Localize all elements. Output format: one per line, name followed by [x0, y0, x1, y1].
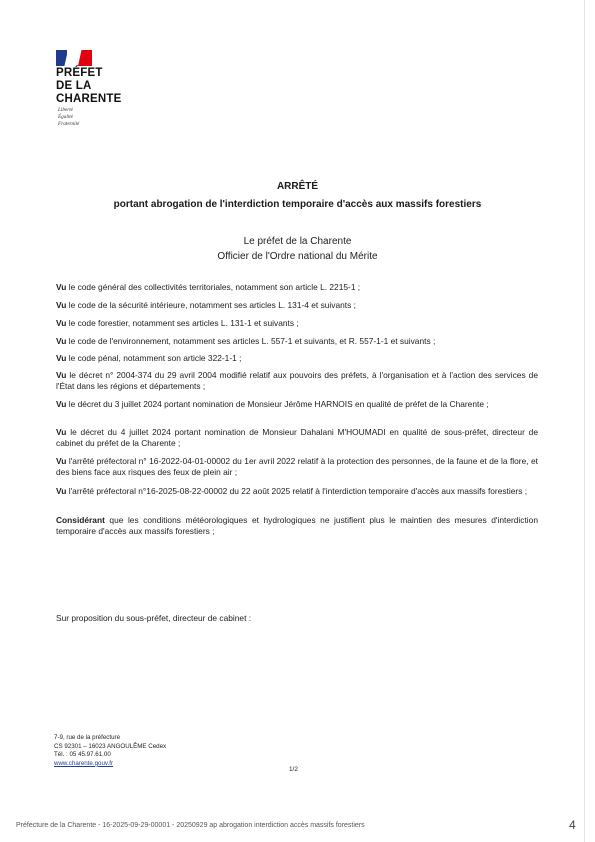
- footer-address: 7-9, rue de la préfecture CS 92301 – 16023 ANGOULÊME Cedex Tél. : 05 45.97.61.00 www.charente.gouv.fr: [54, 734, 167, 767]
- visa-item: Vu l'arrêté préfectoral n° 16-2022-04-01-00002 du 1er avril 2022 relatif à la protection des personnes, de la faune et de la flore, et des biens face aux risques des feux de plein air ;: [56, 456, 538, 477]
- marianne-flag-icon: [56, 50, 92, 66]
- document-type-title: ARRÊTÉ: [276, 181, 319, 192]
- prefecture-name: PRÉFET DE LA CHARENTE: [56, 67, 122, 105]
- scan-crease: [584, 0, 585, 842]
- document-subject-title: portant abrogation de l'interdiction temporaire d'accès aux massifs forestiers: [113, 199, 482, 210]
- page-number: 1/2: [289, 766, 298, 773]
- visa-item: Vu le décret du 3 juillet 2024 portant nomination de Monsieur Jérôme HARNOIS en qualité de préfet de la Charente ;: [56, 399, 489, 409]
- authority-distinction: Officier de l'Ordre national du Mérite: [217, 251, 378, 262]
- visa-item: Vu le décret n° 2004-374 du 29 avril 2004 modifié relatif aux pouvoirs des préfets, à l'organisation et à l'action des services de l'État dans les régions et départements ;: [56, 370, 538, 391]
- visa-item: Vu le code pénal, notamment son article 322-1-1 ;: [56, 353, 242, 363]
- visa-item: Vu le code général des collectivités territoriales, notamment son article L. 2215-1 ;: [56, 282, 361, 292]
- visa-item: Vu le code de la sécurité intérieure, notamment ses articles L. 131-4 et suivants ;: [56, 300, 356, 310]
- sheet-number: 4: [569, 818, 576, 832]
- republic-motto: Liberté Égalité Fraternité: [58, 107, 80, 127]
- considerant-item: Considérant que les conditions météorologiques et hydrologiques ne justifient plus le maintien des mesures d'interdiction temporaire d'accès aux massifs forestiers ;: [56, 515, 538, 536]
- website-link[interactable]: www.charente.gouv.fr: [54, 759, 114, 767]
- proposal-line: Sur proposition du sous-préfet, directeur de cabinet :: [56, 613, 252, 623]
- scan-filename: Préfecture de la Charente - 16-2025-09-29-00001 - 20250929 ap abrogation interdiction accès massifs forestiers: [16, 822, 365, 829]
- visa-item: Vu l'arrêté préfectoral n°16-2025-08-22-00002 du 22 août 2025 relatif à l'interdiction temporaire d'accès aux massifs forestiers ;: [56, 486, 528, 496]
- visa-item: Vu le décret du 4 juillet 2024 portant nomination de Monsieur Dahalani M'HOUMADI en qualité de sous-préfet, directeur de cabinet du préfet de la Charente ;: [56, 427, 538, 448]
- visa-item: Vu le code de l'environnement, notamment ses articles L. 557-1 et suivants, et R. 557-1-1 et suivants ;: [56, 336, 436, 346]
- visa-item: Vu le code forestier, notamment ses articles L. 131-1 et suivants ;: [56, 318, 299, 328]
- authority-name: Le préfet de la Charente: [243, 236, 352, 247]
